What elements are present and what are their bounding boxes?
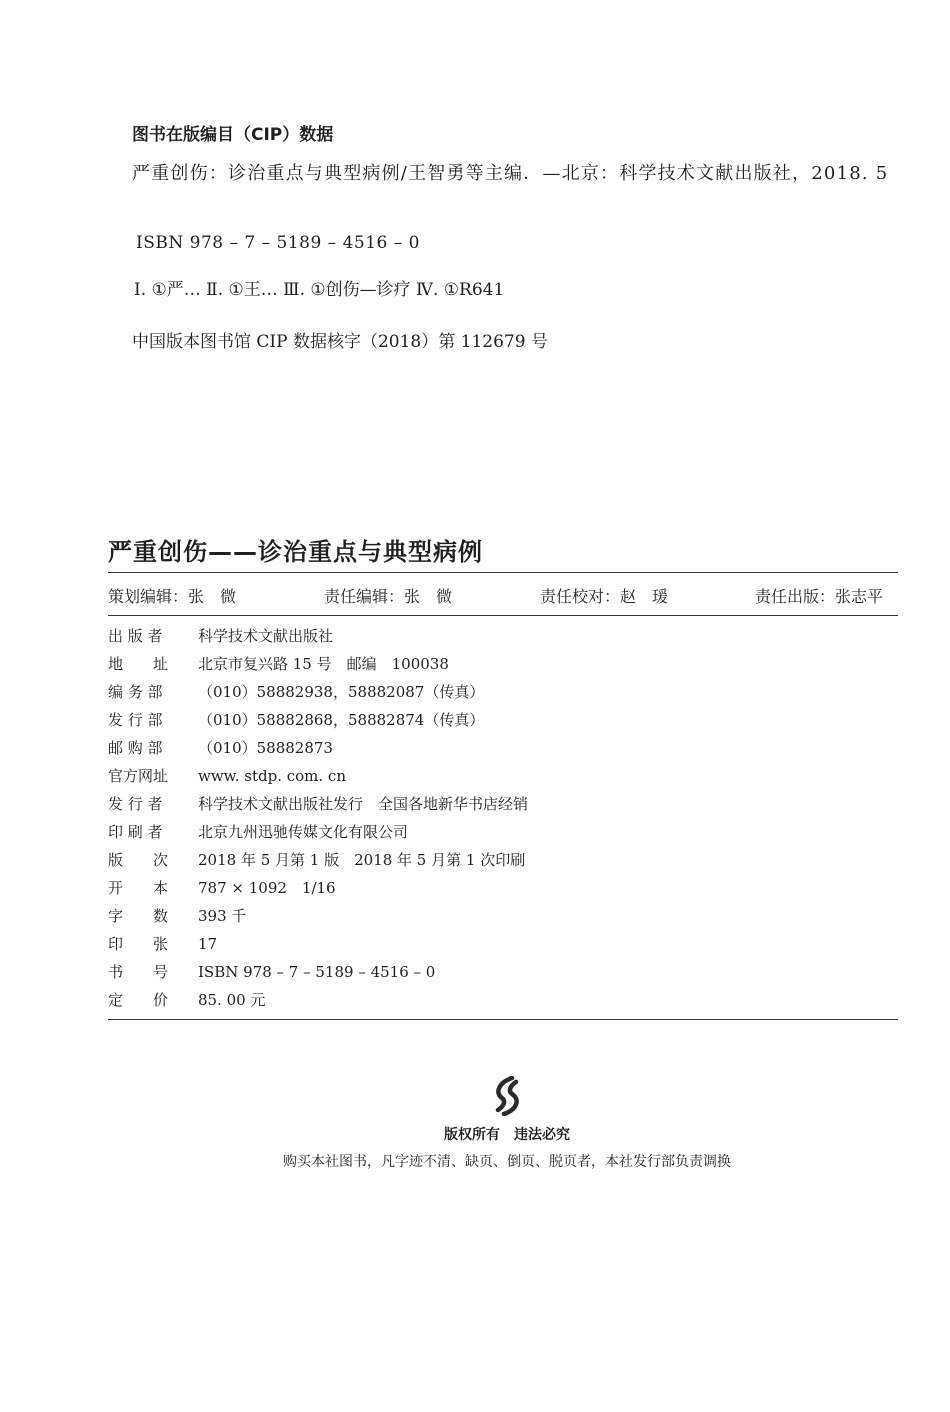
info-value: ISBN 978 – 7 – 5189 – 4516 – 0 bbox=[198, 963, 436, 981]
editor-name: 张志平 bbox=[835, 587, 884, 606]
copyright-notice: 版权所有 违法必究 bbox=[444, 1127, 570, 1143]
info-label: 书 号 bbox=[108, 963, 169, 981]
info-value: 科学技术文献出版社 bbox=[198, 627, 334, 645]
info-label: 官方网址 bbox=[108, 767, 169, 785]
info-label: 地 址 bbox=[108, 655, 169, 673]
info-label: 发 行 部 bbox=[108, 711, 163, 729]
info-label: 邮 购 部 bbox=[108, 739, 163, 757]
editor-name: 张 微 bbox=[188, 587, 237, 606]
editors-divider bbox=[108, 615, 898, 616]
info-value: 17 bbox=[198, 935, 218, 953]
info-value: 393 千 bbox=[198, 907, 247, 925]
cip-isbn: ISBN 978 – 7 – 5189 – 4516 – 0 bbox=[136, 233, 420, 253]
cip-description: 严重创伤：诊治重点与典型病例/王智勇等主编．—北京：科学技术文献出版社，2018. 5 bbox=[132, 163, 889, 184]
info-divider bbox=[108, 1019, 898, 1020]
title-divider bbox=[108, 572, 898, 573]
info-value: 科学技术文献出版社发行 全国各地新华书店经销 bbox=[198, 795, 529, 813]
info-label: 印 张 bbox=[108, 935, 169, 953]
info-label: 开 本 bbox=[108, 879, 169, 897]
info-value: （010）58882873 bbox=[198, 739, 333, 757]
book-title: 严重创伤——诊治重点与典型病例 bbox=[108, 538, 483, 566]
info-value: 2018 年 5 月第 1 版 2018 年 5 月第 1 次印刷 bbox=[198, 851, 526, 869]
info-label: 字 数 bbox=[108, 907, 169, 925]
replacement-notice: 购买本社图书，凡字迹不清、缺页、倒页、脱页者，本社发行部负责调换 bbox=[283, 1154, 731, 1170]
info-value: www. stdp. com. cn bbox=[198, 767, 346, 785]
editor-proofreader bbox=[540, 584, 668, 607]
info-value: （010）58882868，58882874（传真） bbox=[198, 711, 485, 729]
info-value: 北京市复兴路 15 号 邮编 100038 bbox=[198, 655, 449, 673]
editor-publishing bbox=[755, 584, 883, 607]
cip-classification: Ⅰ. ①严… Ⅱ. ①王… Ⅲ. ①创伤—诊疗 Ⅳ. ①R641 bbox=[134, 280, 505, 300]
info-label: 定 价 bbox=[108, 991, 169, 1009]
editor-name: 张 微 bbox=[404, 587, 453, 606]
info-label: 编 务 部 bbox=[108, 683, 163, 701]
info-label: 印 刷 者 bbox=[108, 823, 163, 841]
editor-role: 责任编辑： bbox=[324, 587, 405, 606]
editor-name: 赵 瑗 bbox=[620, 587, 669, 606]
info-value: 787 × 1092 1/16 bbox=[198, 879, 336, 897]
info-label: 版 次 bbox=[108, 851, 169, 869]
info-label: 出 版 者 bbox=[108, 627, 163, 645]
editor-role: 责任出版： bbox=[755, 587, 836, 606]
info-value: （010）58882938，58882087（传真） bbox=[198, 683, 485, 701]
cip-heading: 图书在版编目（CIP）数据 bbox=[132, 125, 334, 145]
info-value: 85. 00 元 bbox=[198, 991, 266, 1009]
editor-responsible bbox=[324, 584, 452, 607]
editor-role: 策划编辑： bbox=[108, 587, 189, 606]
editor-planning bbox=[108, 584, 236, 607]
editor-role: 责任校对： bbox=[540, 587, 621, 606]
cip-number: 中国版本图书馆 CIP 数据核字（2018）第 112679 号 bbox=[132, 332, 548, 352]
info-label: 发 行 者 bbox=[108, 795, 163, 813]
info-value: 北京九州迅驰传媒文化有限公司 bbox=[198, 823, 409, 841]
publisher-logo-icon bbox=[490, 1076, 524, 1116]
